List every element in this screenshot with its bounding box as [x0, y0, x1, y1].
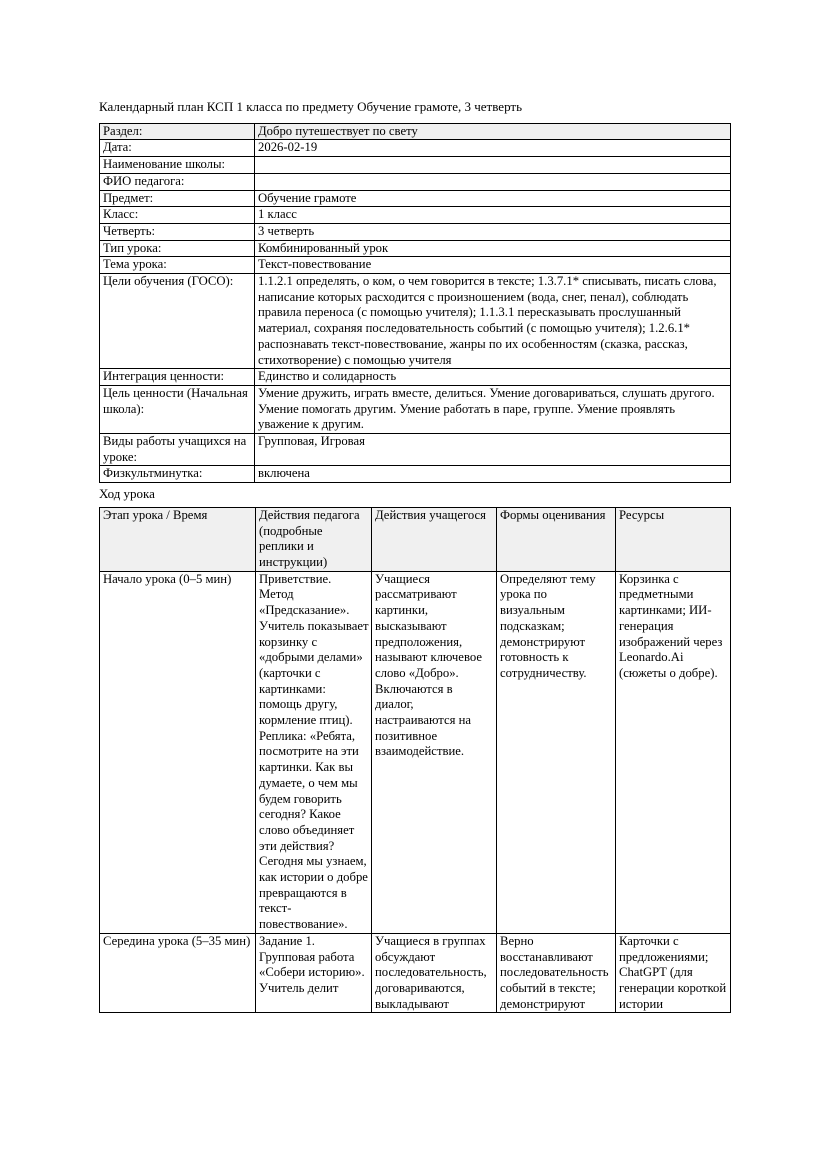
table-header-row [100, 507, 731, 571]
info-label-cell: Интеграция ценности: [100, 369, 255, 386]
column-header-student-actions: Действия учащегося [372, 507, 497, 571]
table-row [100, 223, 731, 240]
table-row [100, 274, 731, 369]
table-row [100, 157, 731, 174]
table-row [100, 466, 731, 483]
resources-cell-text: Карточки с предложениями; ChatGPT (для генерации короткой истории [619, 933, 727, 1011]
info-label-cell: Цели обучения (ГОСО): [100, 274, 255, 369]
table-row [100, 190, 731, 207]
table-row [100, 123, 731, 140]
table-row [100, 933, 731, 1012]
student-actions-cell-text: Учащиеся в группах обсуждают последовательность, договариваются, выкладывают [375, 933, 487, 1011]
assessment-cell: Определяют тему урока по визуальным подсказкам; демонстрируют готовность к сотрудничеству. [497, 571, 616, 933]
table-row [100, 369, 731, 386]
info-value-cell: 2026-02-19 [255, 140, 731, 157]
info-label-cell: Дата: [100, 140, 255, 157]
info-value-cell: Единство и солидарность [255, 369, 731, 386]
info-label-cell: Тип урока: [100, 240, 255, 257]
table-row [100, 140, 731, 157]
info-value-cell: 3 четверть [255, 223, 731, 240]
info-value-cell: 1 класс [255, 207, 731, 224]
resources-cell [616, 933, 731, 1012]
info-value-cell: включена [255, 466, 731, 483]
info-value-cell: Умение дружить, играть вместе, делиться. Умение договариваться, слушать другого. Умение помогать другим. Умение работать в паре, группе. Умение проявлять уважение к другим. [255, 385, 731, 433]
resources-cell: Корзинка с предметными картинками; ИИ-генерация изображений через Leonardo.Ai (сюжеты о добре). [616, 571, 731, 933]
lesson-flow-heading: Ход урока [99, 486, 155, 502]
column-header-stage: Этап урока / Время [100, 507, 256, 571]
info-value-cell [255, 157, 731, 174]
student-actions-cell: Учащиеся рассматривают картинки, высказывают предположения, называют ключевое слово «Добро». Включаются в диалог, настраиваются на позитивное взаимодействие. [372, 571, 497, 933]
lesson-flow-table [99, 507, 731, 1013]
lesson-info-table [99, 123, 731, 483]
stage-cell: Начало урока (0–5 мин) [100, 571, 256, 933]
teacher-actions-cell: Приветствие. Метод «Предсказание». Учитель показывает корзинку с «добрыми делами» (карточки с картинками: помощь другу, кормление птиц). Реплика: «Ребята, посмотрите на эти картинки. Как вы думаете, о чем мы будем говорить сегодня? Какое слово объединяет эти действия? Сегодня мы узнаем, как истории о добре превращаются в текст-повествование». [256, 571, 372, 933]
document-page [99, 99, 730, 1013]
info-label-cell: Тема урока: [100, 257, 255, 274]
info-label-cell: Физкультминутка: [100, 466, 255, 483]
info-value-cell: Групповая, Игровая [255, 434, 731, 466]
info-value-cell: Текст-повествование [255, 257, 731, 274]
student-actions-cell [372, 933, 497, 1012]
info-label-cell: Раздел: [100, 123, 255, 140]
info-label-cell: ФИО педагога: [100, 173, 255, 190]
stage-cell-text: Середина урока (5–35 мин) [103, 933, 251, 948]
info-label-cell: Цель ценности (Начальная школа): [100, 385, 255, 433]
info-label-cell: Предмет: [100, 190, 255, 207]
document-title: Календарный план КСП 1 класса по предмету Обучение грамоте, 3 четверть [99, 99, 523, 114]
table-row [100, 385, 731, 433]
table-row [100, 240, 731, 257]
table-row [100, 173, 731, 190]
info-value-cell: Добро путешествует по свету [255, 123, 731, 140]
table-row [100, 571, 731, 933]
assessment-cell-text: Верно восстанавливают последовательность событий в тексте; демонстрируют [500, 933, 609, 1011]
assessment-cell [497, 933, 616, 1012]
info-label-cell: Виды работы учащихся на уроке: [100, 434, 255, 466]
table-row [100, 207, 731, 224]
teacher-actions-cell [256, 933, 372, 1012]
table-row [100, 434, 731, 466]
info-label-cell: Четверть: [100, 223, 255, 240]
table-row [100, 257, 731, 274]
info-value-cell: 1.1.2.1 определять, о ком, о чем говорится в тексте; 1.3.7.1* списывать, писать слова, написание которых расходится с произношением (вода, снег, пенал), соблюдать правила переноса (с помощью учителя); 1.1.3.1 пересказывать прослушанный материал, сохраняя последовательность событий (с помощью учителя); 1.2.6.1* распознавать текст-повествование, жанры по их особенностям (сказка, рассказ, стихотворение) с помощью учителя [255, 274, 731, 369]
info-value-cell: Обучение грамоте [255, 190, 731, 207]
teacher-actions-cell-text: Задание 1. Групповая работа «Собери историю». Учитель делит [259, 933, 365, 995]
column-header-assessment: Формы оценивания [497, 507, 616, 571]
column-header-resources: Ресурсы [616, 507, 731, 571]
info-label-cell: Наименование школы: [100, 157, 255, 174]
info-label-cell: Класс: [100, 207, 255, 224]
column-header-teacher-actions: Действия педагога (подробные реплики и инструкции) [256, 507, 372, 571]
info-value-cell [255, 173, 731, 190]
info-value-cell: Комбинированный урок [255, 240, 731, 257]
stage-cell [100, 933, 256, 1012]
